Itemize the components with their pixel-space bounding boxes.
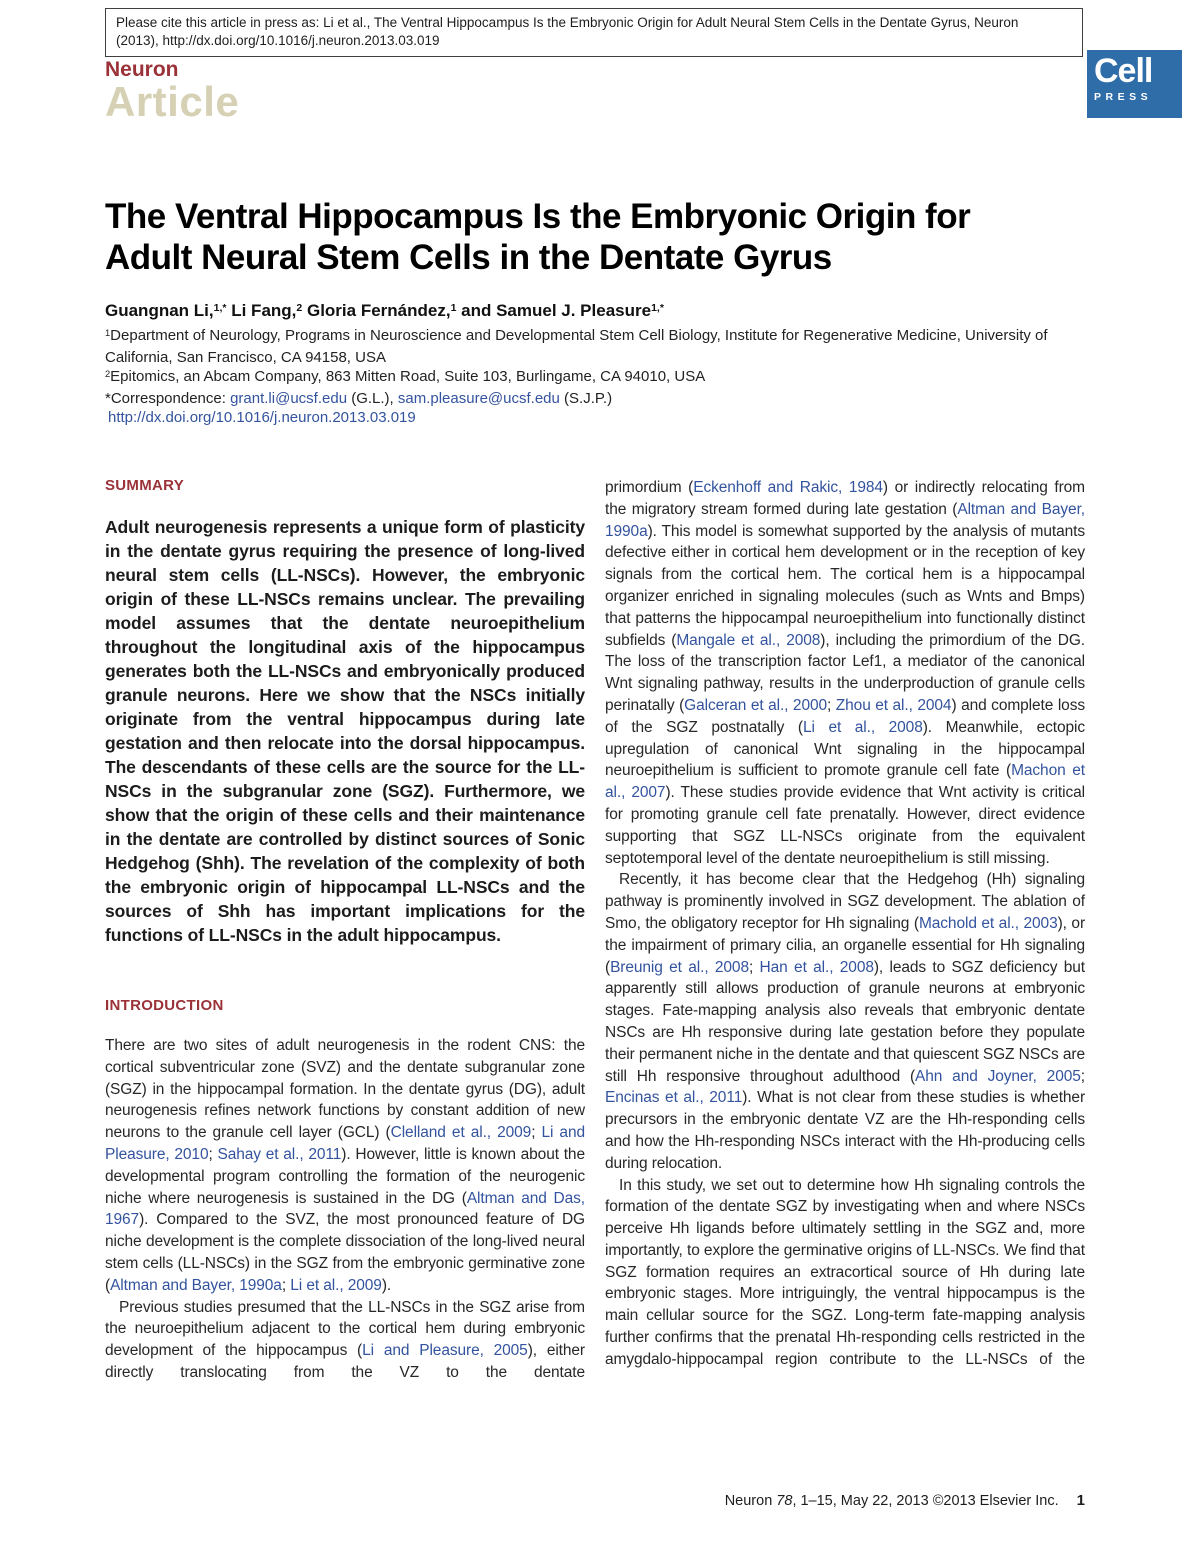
intro-paragraph-2a: Previous studies presumed that the LL-NSCs in the SGZ arise from the neuroepithelium adjacent to the cortical hem during embryonic development of the hippocampus (Li and Pleasure, 2005), either directly translocating from the VZ to the dentate — [105, 1298, 585, 1381]
correspondence-line: *Correspondence: grant.li@ucsf.edu (G.L.), sam.pleasure@ucsf.edu (S.J.P.) — [105, 389, 613, 407]
article-body — [105, 477, 1085, 1384]
doi-line — [105, 408, 1095, 428]
cell-press-logo — [1087, 50, 1182, 118]
citation-link[interactable]: Zhou et al., 2004 — [835, 696, 952, 714]
citation-link[interactable]: Mangale et al., 2008 — [676, 631, 821, 649]
citation-link[interactable]: Altman and Bayer, 1990a — [605, 500, 1085, 540]
page-number: 1 — [1076, 1492, 1085, 1509]
article-title: The Ventral Hippocampus Is the Embryonic Origin for Adult Neural Stem Cells in the Dentate Gyrus — [105, 197, 971, 277]
page-footer — [725, 1492, 1085, 1509]
journal-name: Neuron — [105, 58, 179, 81]
citation-link[interactable]: Li et al., 2008 — [802, 718, 923, 736]
logo-press-text: PRESS — [1094, 91, 1153, 103]
doi-link[interactable]: http://dx.doi.org/10.1016/j.neuron.2013.03.019 — [108, 409, 416, 426]
superscript: 1,* — [213, 302, 227, 315]
citation-link[interactable]: Li and Pleasure, 2005 — [362, 1342, 528, 1360]
right-column — [605, 477, 1085, 1384]
superscript: 2 — [296, 302, 303, 315]
frontmatter — [105, 326, 1095, 428]
superscript: 1 — [105, 327, 111, 338]
logo-cell-text: Cell — [1094, 52, 1153, 90]
article-type-label: Article — [105, 78, 240, 125]
citation-link[interactable]: Han et al., 2008 — [759, 958, 874, 976]
citation-link[interactable]: Altman and Bayer, 1990a — [110, 1276, 282, 1294]
citation-link[interactable]: Breunig et al., 2008 — [610, 958, 749, 976]
intro-paragraph-1: There are two sites of adult neurogenesis in the rodent CNS: the cortical subventricular zone (SVZ) and the dentate subgranular zone (SGZ) in the hippocampal formation. In the dentate gyrus (DG), adult neurogenesis refines network functions by constant addition of new neurons to the granule cell layer (GCL) (Clelland et al., 2009; Li and Pleasure, 2010; Sahay et al., 2011). However, little is known about the developmental program controlling the formation of the neurogenic niche where neurogenesis is sustained in the DG (Altman and Das, 1967). Compared to the SVZ, the most pronounced feature of DG niche development is the complete dissociation of the long-lived neural stem cells (LL-NSCs) in the SGZ from the embryonic germinative zone (Altman and Bayer, 1990a; Li et al., 2009). — [105, 1037, 585, 1294]
left-column — [105, 477, 585, 1384]
intro-paragraph-3: Recently, it has become clear that the Hedgehog (Hh) signaling pathway is prominently involved in SGZ development. The ablation of Smo, the obligatory receptor for Hh signaling (Machold et al., 2003), or the impairment of primary cilia, an organelle essential for Hh signaling (Breunig et al., 2008; Han et al., 2008), leads to SGZ deficiency but apparently still allows production of granule neurons at embryonic stages. Fate-mapping analysis also reveals that embryonic dentate NSCs are Hh responsive during late gestation before they populate their permanent niche in the dentate and that quiescent SGZ NSCs are still Hh responsive throughout adulthood (Ahn and Joyner, 2005; Encinas et al., 2011). What is not clear from these studies is whether precursors in the embryonic dentate VZ are the Hh-responding cells and how the Hh-responding NSCs interact with the Hh-producing cells during relocation. — [605, 871, 1086, 1172]
affiliation-2: $^2$Epitomics, an Abcam Company, 863 Mitten Road, Suite 103, Burlingame, CA 94010, USA — [105, 368, 706, 385]
citation-notice-text: Please cite this article in press as: Li et al., The Ventral Hippocampus Is the Embryonic Origin for Adult Neural Stem Cells in the Dentate Gyrus, Neuron (2013), http://dx.doi.org/10.1016/j.neuron.2013.03.019 — [116, 15, 1019, 48]
superscript: 1 — [450, 302, 457, 315]
citation-link[interactable]: Ahn and Joyner, 2005 — [915, 1067, 1081, 1085]
summary-heading: SUMMARY — [105, 477, 185, 494]
citation-link[interactable]: Eckenhoff and Rakic, 1984 — [693, 479, 883, 496]
citation-link[interactable]: Sahay et al., 2011 — [217, 1145, 342, 1163]
citation-link[interactable]: Machon et al., 2007 — [605, 762, 1085, 802]
intro-paragraph-2b: primordium (Eckenhoff and Rakic, 1984) or indirectly relocating from the migratory stream formed during late gestation (Altman and Bayer, 1990a). This model is somewhat supported by the analysis of mutants defective either in cortical hem development or in the reception of key signals from the cortical hem. The cortical hem is a hippocampal organizer enriched in signaling molecules (such as Wnts and Bmps) that patterns the hippocampal neuroepithelium into functionally distinct subfields (Mangale et al., 2008), including the primordium of the DG. The loss of the transcription factor Lef1, a mediator of the canonical Wnt signaling pathway, results in the underproduction of granule cells perinatally (Galceran et al., 2000; Zhou et al., 2004) and complete loss of the SGZ postnatally (Li et al., 2008). Meanwhile, ectopic upregulation of canonical Wnt signaling in the hippocampal neuroepithelium is sufficient to promote granule cell fate (Machon et al., 2007). These studies provide evidence that Wnt activity is critical for promoting granule cell fate prenatally. However, direct evidence supporting that SGZ LL-NSCs originate from the equivalent septotemporal level of the dentate neuroepithelium is still missing. — [605, 479, 1085, 867]
citation-link[interactable]: Li and Pleasure, 2010 — [105, 1124, 585, 1163]
author-list: Guangnan Li,$^{1,*}$ Li Fang,$^2$ Gloria Fernández,$^1$ and Samuel J. Pleasure$^{1,*}$ — [105, 301, 664, 320]
citation-link[interactable]: Li et al., 2009 — [290, 1276, 382, 1294]
citation-link[interactable]: Machold et al., 2003 — [918, 914, 1058, 932]
citation-link[interactable]: Clelland et al., 2009 — [390, 1124, 532, 1142]
citation-link[interactable]: Altman and Das, 1967 — [105, 1189, 585, 1229]
citation-link[interactable]: Galceran et al., 2000 — [684, 696, 828, 714]
affiliation-1: $^1$Department of Neurology, Programs in Neuroscience and Developmental Stem Cell Biology, Institute for Regenerative Medicine, University of California, San Francisco, CA 94158, USA — [105, 327, 1048, 366]
superscript: 1,* — [651, 302, 664, 315]
email-link[interactable]: sam.pleasure@ucsf.edu — [397, 389, 560, 407]
citation-link[interactable]: Encinas et al., 2011 — [605, 1089, 743, 1107]
italic-text: 78 — [776, 1493, 793, 1509]
citation-notice-box — [105, 8, 1083, 57]
introduction-heading: INTRODUCTION — [105, 997, 224, 1014]
intro-paragraph-4: In this study, we set out to determine how Hh signaling controls the formation of the dentate SGZ by investigating when and where NSCs perceive Hh ligands before ultimately settling in the SGZ and, more importantly, to explore the germinative origins of LL-NSCs. We find that SGZ formation requires an extracortical source of Hh during late embryonic stages. More intriguingly, the ventral hippocampus is the main cellular source for the SGZ. Long-term fate-mapping analysis further confirms that the prenatal Hh-responding cells restricted in the amygdalo-hippocampal region contribute to the LL-NSCs of the — [605, 1176, 1085, 1368]
masthead — [105, 52, 1153, 125]
summary-body: Adult neurogenesis represents a unique form of plasticity in the dentate gyrus requiring the presence of long-lived neural stem cells (LL-NSCs). However, the embryonic origin of these LL-NSCs remains unclear. The prevailing model assumes that the dentate neuroepithelium throughout the longitudinal axis of the hippocampus generates both the LL-NSCs and embryonically produced granule neurons. Here we show that the NSCs initially originate from the ventral hippocampus during late gestation and then relocate into the dorsal hippocampus. The descendants of these cells are the source for the LL-NSCs in the subgranular zone (SGZ). Furthermore, we show that the origin of these cells and their maintenance in the dentate are controlled by distinct sources of Sonic Hedgehog (Shh). The revelation of the complexity of both the embryonic origin of hippocampal LL-NSCs and the sources of Shh has important implications for the functions of LL-NSCs in the adult hippocampus. — [105, 517, 585, 945]
superscript: 2 — [105, 368, 111, 379]
footer-citation: Neuron 78, 1–15, May 22, 2013 ©2013 Elsevier Inc. — [724, 1493, 1059, 1509]
email-link[interactable]: grant.li@ucsf.edu — [230, 389, 348, 407]
